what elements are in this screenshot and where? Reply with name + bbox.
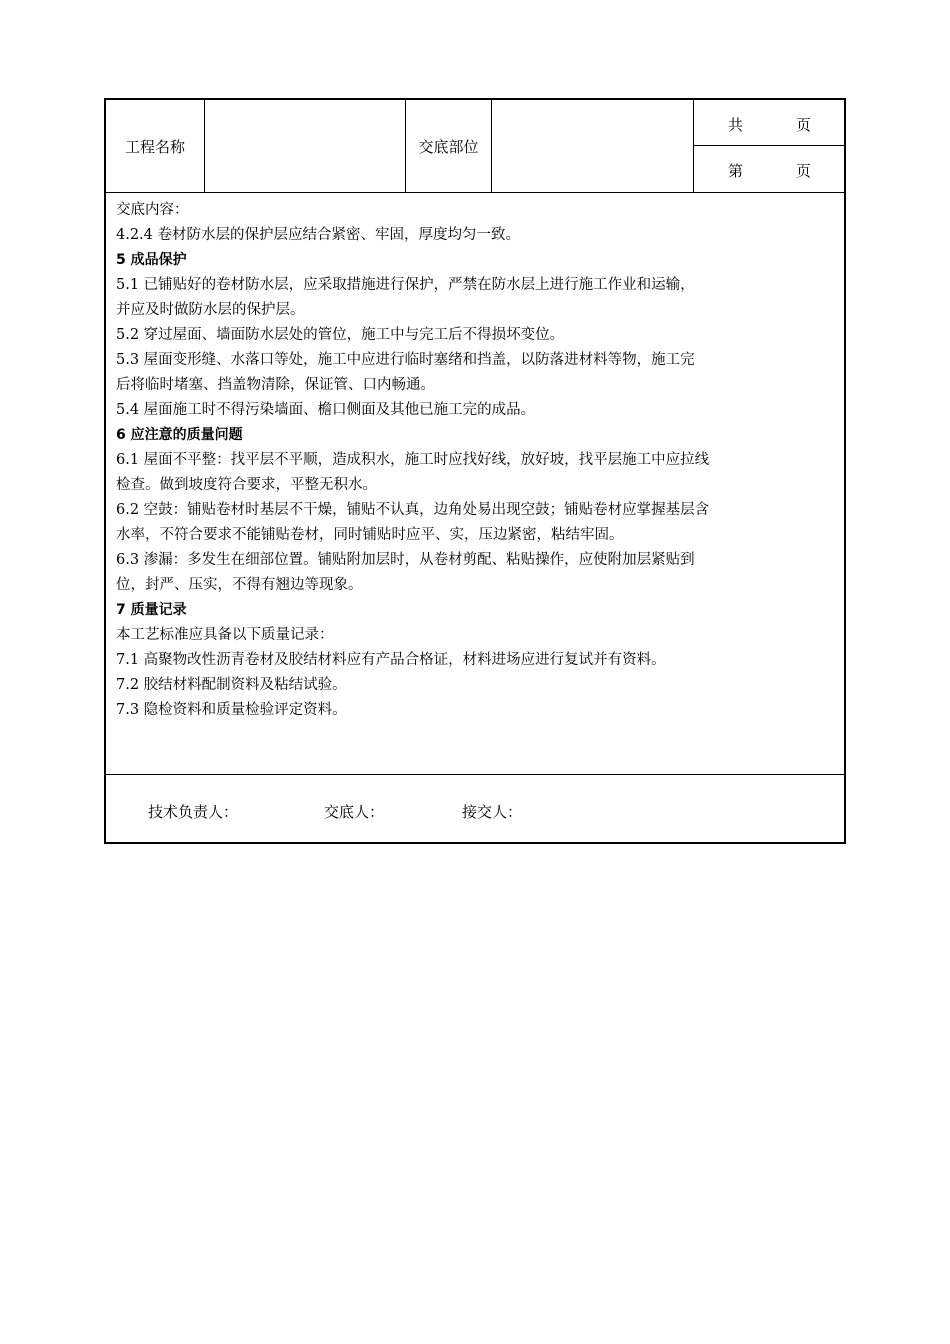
handover-part-label: 交底部位 (406, 100, 492, 192)
content-line: 5.1 已铺贴好的卷材防水层，应采取措施进行保护，严禁在防水层上进行施工作业和运输， (116, 277, 695, 293)
total-pages-label: 共 (728, 116, 744, 134)
content-line: 7.1 高聚物改性沥青卷材及胶结材料应有产品合格证，材料进场应进行复试并有资料。 (116, 652, 666, 668)
content-line: 检查。做到坡度符合要求，平整无积水。 (116, 477, 377, 493)
received-by-signature-label: 接交人： (462, 803, 523, 821)
page-count-block (694, 100, 844, 192)
handover-form (104, 98, 846, 844)
total-pages-suffix: 页 (796, 116, 812, 134)
page-number-cell (694, 146, 844, 192)
content-line: 后将临时堵塞、挡盖物清除，保证管、口内畅通。 (116, 377, 435, 393)
section-heading: 6 应注意的质量问题 (116, 427, 243, 443)
content-line: 4.2.4 卷材防水层的保护层应结合紧密、牢固，厚度均匀一致。 (116, 227, 521, 243)
content-line: 5.3 屋面变形缝、水落口等处，施工中应进行临时塞绪和挡盖，以防落进材料等物，施工完 (116, 352, 695, 368)
content-line: 6.1 屋面不平整：找平层不平顺，造成积水，施工时应找好线，放好坡，找平层施工中应拉线 (116, 452, 710, 468)
content-line: 7.3 隐检资料和质量检验评定资料。 (116, 702, 347, 718)
handover-content (106, 192, 844, 775)
content-line: 位，封严、压实，不得有翘边等现象。 (116, 577, 363, 593)
handover-by-signature-label: 交底人： (324, 803, 385, 821)
page-number-label: 第 (728, 162, 744, 180)
content-line: 6.2 空鼓：铺贴卷材时基层不干燥，铺贴不认真，边角处易出现空鼓；铺贴卷材应掌握基层含 (116, 502, 710, 518)
content-line: 7.2 胶结材料配制资料及粘结试验。 (116, 677, 347, 693)
tech-lead-signature-label: 技术负责人： (148, 803, 239, 821)
page-number-suffix: 页 (796, 162, 812, 180)
section-heading: 7 质量记录 (116, 602, 187, 618)
content-line: 并应及时做防水层的保护层。 (116, 302, 305, 318)
form-header (106, 100, 844, 193)
project-name-field (205, 100, 406, 192)
content-line: 5.4 屋面施工时不得污染墙面、檐口侧面及其他已施工完的成品。 (116, 402, 536, 418)
content-line: 本工艺标准应具备以下质量记录： (116, 627, 334, 643)
handover-part-field (492, 100, 694, 192)
content-line: 交底内容： (116, 202, 189, 218)
total-pages-cell (694, 100, 844, 146)
content-line: 水率，不符合要求不能铺贴卷材，同时铺贴时应平、实，压边紧密，粘结牢固。 (116, 527, 624, 543)
signature-row (106, 775, 844, 842)
project-name-label: 工程名称 (106, 100, 205, 192)
section-heading: 5 成品保护 (116, 252, 187, 268)
content-line: 6.3 渗漏：多发生在细部位置。铺贴附加层时，从卷材剪配、粘贴操作，应使附加层紧贴到 (116, 552, 695, 568)
content-line: 5.2 穿过屋面、墙面防水层处的管位，施工中与完工后不得损坏变位。 (116, 327, 565, 343)
